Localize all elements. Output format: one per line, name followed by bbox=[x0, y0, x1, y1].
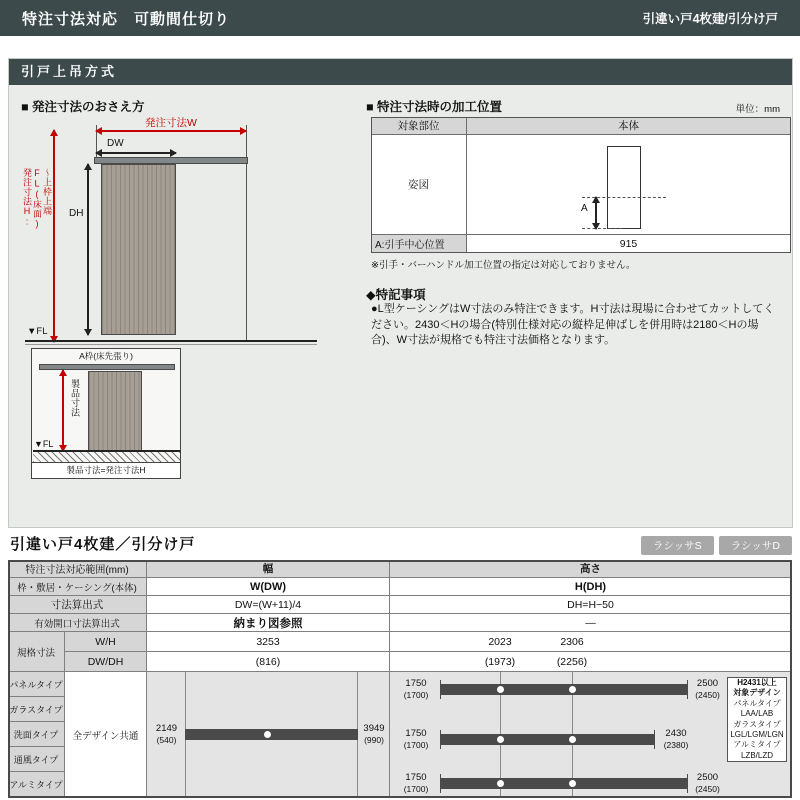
formula-row-w: DW=(W+11)/4 bbox=[147, 596, 390, 614]
page-category: 引違い戸4枚建/引分け戸 bbox=[642, 12, 778, 26]
door-panel-small bbox=[88, 371, 142, 451]
height-range-3-min bbox=[395, 773, 437, 794]
col-header-width: 幅 bbox=[147, 560, 390, 578]
height-range-3-bar bbox=[440, 778, 688, 789]
product-dim-arrow bbox=[62, 370, 64, 451]
callout-line-1: H2431以上 bbox=[737, 678, 777, 687]
width-max-value: 3949 bbox=[363, 723, 385, 734]
remarks-heading: ◆特記事項 bbox=[366, 288, 426, 302]
dw-label: DW bbox=[107, 138, 124, 149]
type-row-panel: パネルタイプ bbox=[8, 672, 65, 697]
order-dims-diagram bbox=[21, 113, 333, 347]
a-dim-label: A bbox=[581, 203, 588, 214]
h1-dot-2023 bbox=[497, 686, 504, 693]
product-dim-diagram bbox=[31, 348, 181, 479]
h2-max-sub: (2380) bbox=[663, 739, 689, 750]
processing-note: ※引手・バーハンドル加工位置の指定は対応しておりません。 bbox=[371, 260, 636, 271]
formula-row-label: 寸法算出式 bbox=[8, 596, 147, 614]
processing-col-body: 本体 bbox=[467, 117, 791, 135]
standard-dw-value: (816) bbox=[147, 652, 390, 672]
callout-line-6: LGL/LGM/LGN bbox=[730, 730, 784, 740]
width-min-value: 2149 bbox=[155, 723, 178, 734]
fl-mark-small: ▼FL bbox=[34, 439, 54, 449]
a-frame-label: A枠(床先張り) bbox=[79, 351, 133, 361]
h1-max-value: 2500 bbox=[696, 678, 719, 689]
h3-dot-2306 bbox=[569, 780, 576, 787]
height-range-1-bar bbox=[440, 684, 688, 695]
a-dim-arrow bbox=[595, 197, 597, 229]
h1-min-value: 1750 bbox=[405, 678, 427, 689]
floor-hatch bbox=[33, 452, 180, 462]
col-header-height: 高さ bbox=[390, 560, 792, 578]
order-height-label bbox=[22, 168, 52, 229]
width-range-bar bbox=[185, 729, 358, 740]
standard-dh2-value: (2256) bbox=[556, 655, 588, 668]
spec-table bbox=[8, 560, 792, 798]
opening-row-label: 有効開口寸法算出式 bbox=[8, 614, 147, 632]
bottom-dashed-line bbox=[582, 228, 622, 229]
col-header-range: 特注寸法対応範囲(mm) bbox=[8, 560, 147, 578]
height-range-1-max bbox=[689, 679, 726, 700]
series-badges bbox=[641, 536, 792, 555]
callout-line-3: パネルタイプ bbox=[733, 698, 781, 708]
height-range-diagram bbox=[390, 672, 792, 798]
h1-dot-2306 bbox=[569, 686, 576, 693]
height-range-3-max bbox=[689, 773, 726, 794]
floor-line bbox=[25, 340, 317, 342]
width-range-dot bbox=[264, 731, 271, 738]
product-dim-label: 製品寸法 bbox=[70, 379, 80, 417]
standard-row-label: 規格寸法 bbox=[8, 632, 65, 672]
section-header: 引戸上吊方式 bbox=[9, 59, 792, 85]
order-height-label-line2: FL(床面) bbox=[32, 168, 42, 229]
standard-h-cell bbox=[390, 632, 792, 652]
standard-wh-label: W/H bbox=[65, 632, 147, 652]
type-row-alumi: アルミタイプ bbox=[8, 772, 65, 798]
width-range-max bbox=[359, 724, 389, 745]
standard-dh1-value: (1973) bbox=[484, 655, 516, 668]
width-range-min bbox=[149, 724, 184, 745]
a-row-value: 915 bbox=[467, 235, 791, 253]
h2-min-sub: (1700) bbox=[403, 739, 429, 750]
h2-min-value: 1750 bbox=[405, 728, 427, 739]
frame-row-w: W(DW) bbox=[147, 578, 390, 596]
h2-dot-2306 bbox=[569, 736, 576, 743]
callout-line-7: アルミタイプ bbox=[733, 740, 781, 750]
standard-w-value: 3253 bbox=[147, 632, 390, 652]
height-range-2-min bbox=[395, 729, 437, 750]
width-max-sub: (990) bbox=[364, 734, 384, 745]
order-height-arrow bbox=[53, 130, 55, 342]
h1-max-sub: (2450) bbox=[695, 689, 720, 700]
badge-lasissa-d: ラシッサD bbox=[719, 536, 792, 555]
sliding-door-panel bbox=[101, 164, 176, 335]
order-width-label: 発注寸法W bbox=[145, 117, 197, 129]
door-outline bbox=[607, 146, 641, 229]
top-track bbox=[94, 157, 248, 164]
order-dims-heading: ■ 発注寸法のおさえ方 bbox=[21, 100, 145, 114]
remarks-text: ●L型ケーシングはW寸法のみ特注できます。H寸法は現場に合わせてカットしてください。2430＜Hの場合(特別仕様対応の縦枠足伸ばしを併用時は2180＜Hの場合)、W寸法が規格でも特注寸法価格となります。 bbox=[371, 303, 775, 346]
dh-arrow bbox=[87, 164, 89, 335]
badge-lasissa-s: ラシッサS bbox=[641, 536, 714, 555]
h3-min-sub: (1700) bbox=[403, 783, 429, 794]
dh-label: DH bbox=[69, 208, 84, 219]
upper-panel bbox=[8, 58, 793, 528]
frame-row-label: 枠・敷居・ケーシング(本体) bbox=[8, 578, 147, 596]
opening-row-h: ― bbox=[390, 614, 792, 632]
page-title: 特注寸法対応 可動間仕切り bbox=[22, 10, 231, 28]
callout-line-2: 対象デザイン bbox=[733, 688, 781, 698]
callout-line-8: LZB/LZD bbox=[740, 750, 773, 760]
callout-line-5: ガラスタイプ bbox=[733, 719, 781, 729]
unit-label: 単位：mm bbox=[735, 104, 780, 115]
a-row-label: A:引手中心位置 bbox=[371, 235, 467, 253]
width-min-sub: (540) bbox=[156, 734, 177, 745]
h3-min-value: 1750 bbox=[405, 772, 427, 783]
callout-line-4: LAA/LAB bbox=[740, 709, 774, 719]
h3-dot-2023 bbox=[497, 780, 504, 787]
h3-max-sub: (2450) bbox=[695, 783, 720, 794]
standard-h1-value: 2023 bbox=[488, 635, 512, 648]
h2-max-value: 2430 bbox=[665, 728, 687, 739]
figure-row-label: 姿図 bbox=[371, 135, 467, 235]
standard-dh-cell bbox=[390, 652, 792, 672]
h1-min-sub: (1700) bbox=[403, 689, 429, 700]
h3-max-value: 2500 bbox=[696, 772, 719, 783]
dw-arrow bbox=[96, 152, 176, 154]
processing-col-part: 対象部位 bbox=[371, 117, 467, 135]
floor-line-2 bbox=[25, 344, 317, 345]
order-height-label-line3: ～上枠上端 bbox=[42, 168, 52, 216]
processing-table bbox=[371, 117, 791, 253]
h2431-callout bbox=[727, 677, 787, 762]
type-row-senmen: 洗面タイプ bbox=[8, 722, 65, 747]
standard-h2-value: 2306 bbox=[560, 635, 584, 648]
bottom-section-title: 引違い戸4枚建／引分け戸 bbox=[10, 536, 196, 553]
figure-cell bbox=[467, 135, 791, 235]
height-range-1-min bbox=[395, 679, 437, 700]
order-width-arrow bbox=[96, 130, 246, 132]
common-design-cell: 全デザイン共通 bbox=[65, 672, 147, 798]
h2-dot-2023 bbox=[497, 736, 504, 743]
fl-mark: ▼FL bbox=[27, 326, 48, 337]
standard-dwdh-label: DW/DH bbox=[65, 652, 147, 672]
order-height-label-line1: 発注寸法H: bbox=[22, 168, 32, 227]
type-row-glass: ガラスタイプ bbox=[8, 697, 65, 722]
width-range-diagram bbox=[147, 672, 390, 798]
product-dim-caption: 製品寸法=発注寸法H bbox=[32, 462, 180, 478]
processing-heading: ■ 特注寸法時の加工位置 bbox=[366, 100, 503, 114]
type-row-tsufu: 通風タイプ bbox=[8, 747, 65, 772]
product-dim-label-wrap bbox=[70, 379, 80, 417]
opening-row-w: 納まり図参照 bbox=[147, 614, 390, 632]
formula-row-h: DH=H−50 bbox=[390, 596, 792, 614]
height-range-2-bar bbox=[440, 734, 655, 745]
frame-row-h: H(DH) bbox=[390, 578, 792, 596]
height-range-2-max bbox=[657, 729, 695, 750]
top-header-bar bbox=[0, 0, 800, 36]
